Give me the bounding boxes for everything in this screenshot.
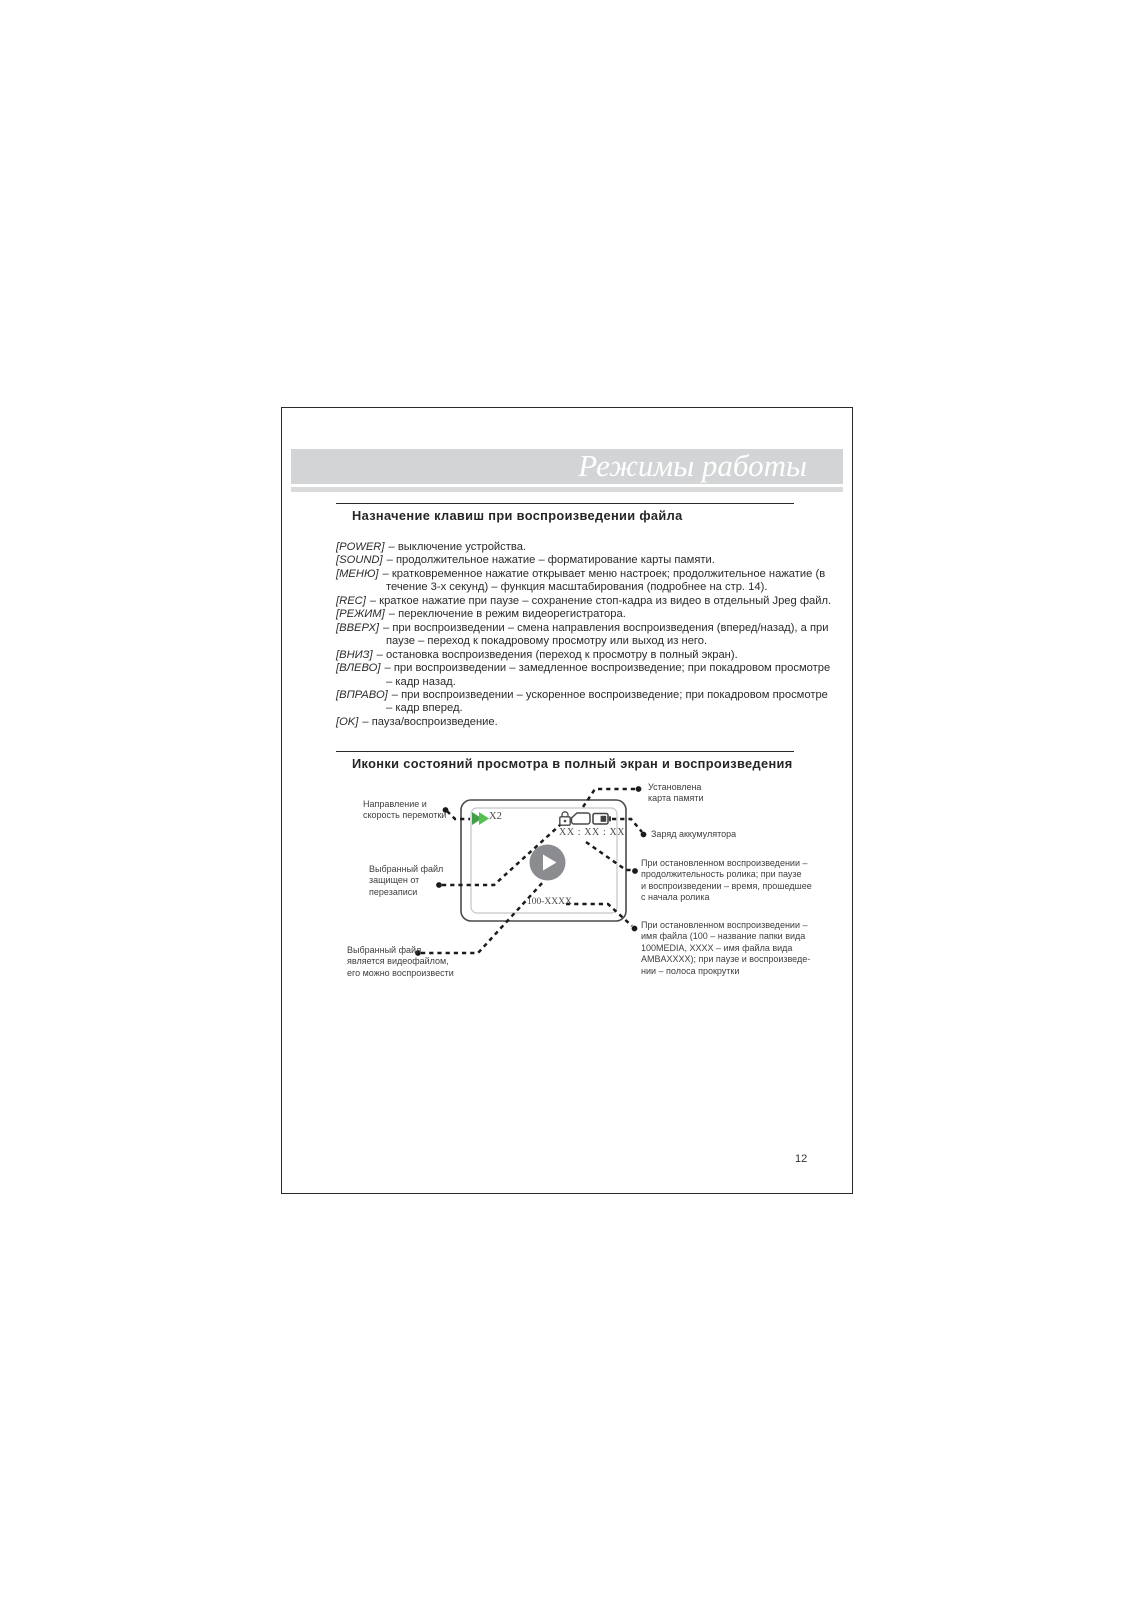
memory-card-icon: [572, 813, 591, 824]
connector-dot: [641, 832, 647, 838]
key-description: – при воспроизведении – ускоренное воспроизведение; при покадровом просмотре: [391, 688, 828, 701]
key-description: – остановка воспроизведения (переход к просмотру в полный экран).: [376, 648, 738, 661]
key-description-cont: – кадр вперед.: [386, 702, 463, 715]
page-border: [281, 407, 853, 1194]
key-label: [ВВЕРХ]: [336, 621, 380, 634]
key-description: – при воспроизведении – замедленное воспроизведение; при покадровом просмотре: [384, 662, 831, 675]
key-label: [МЕНЮ]: [336, 567, 379, 580]
connector-dot: [632, 868, 638, 874]
filename-label: 100-XXXX: [527, 897, 572, 907]
callout-time: При остановленном воспроизведении – продолжительность ролика; при паузе и воспроизведении – время, прошедшее с начала ролика: [641, 858, 812, 903]
callout-protected: Выбранный файл защищен от перезаписи: [369, 864, 444, 897]
key-description: – краткое нажатие при паузе – сохранение стоп-кадра из видео в отдельный Jpeg файл.: [369, 594, 832, 607]
key-label: [ВПРАВО]: [336, 688, 388, 701]
key-label: [POWER]: [336, 541, 385, 553]
key-description: – пауза/воспроизведение.: [362, 715, 498, 728]
key-label: [ВЛЕВО]: [336, 662, 381, 675]
key-label: [REC]: [336, 594, 366, 607]
key-description: – продолжительное нажатие – форматирование карты памяти.: [386, 554, 715, 567]
key-description-cont: течение 3-х секунд) – функция масштабирования (подробнее на стр. 14).: [386, 581, 768, 594]
key-description: – переключение в режим видеорегистратора.: [388, 608, 626, 621]
callout-direction: Направление и скорость перемотки: [363, 799, 447, 821]
connector-dot: [632, 926, 638, 932]
callout-filename: При остановленном воспроизведении – имя файла (100 – название папки вида 100MEDIA, XXXX – имя файла вида AMBAXXXX); при паузе и воспроизведе- нии – полоса прокрутки: [641, 920, 811, 976]
connector-dot: [636, 786, 642, 792]
chapter-title: Режимы работы: [578, 448, 807, 483]
callout-battery: Заряд аккумулятора: [651, 829, 737, 839]
callout-video: Выбранный файл является видеофайлом, его можно воспроизвести: [347, 945, 454, 978]
section-heading-keys: Назначение клавиш при воспроизведении файла: [352, 508, 683, 523]
battery-icon: [593, 814, 611, 825]
key-label: [ВНИЗ]: [336, 648, 373, 661]
key-description: – при воспроизведении – смена направления воспроизведения (вперед/назад), а при: [383, 621, 829, 634]
section-heading-icons: Иконки состояний просмотра в полный экран и воспроизведения: [352, 756, 793, 771]
callout-card: Установлена карта памяти: [648, 782, 704, 804]
play-icon: [530, 845, 566, 881]
key-description-cont: – кадр назад.: [386, 675, 456, 688]
playback-speed-label: X2: [489, 811, 502, 822]
key-description: – выключение устройства.: [388, 541, 527, 553]
key-label: [OK]: [336, 715, 359, 728]
page-number: 12: [795, 1153, 808, 1165]
key-label: [РЕЖИМ]: [336, 608, 385, 621]
timecode-label: XX : XX : XX: [559, 827, 626, 838]
key-description: – кратковременное нажатие открывает меню настроек; продолжительное нажатие (в: [382, 567, 826, 580]
key-description-cont: паузе – переход к покадровому просмотру или выход из него.: [386, 635, 708, 648]
key-label: [SOUND]: [336, 554, 383, 567]
